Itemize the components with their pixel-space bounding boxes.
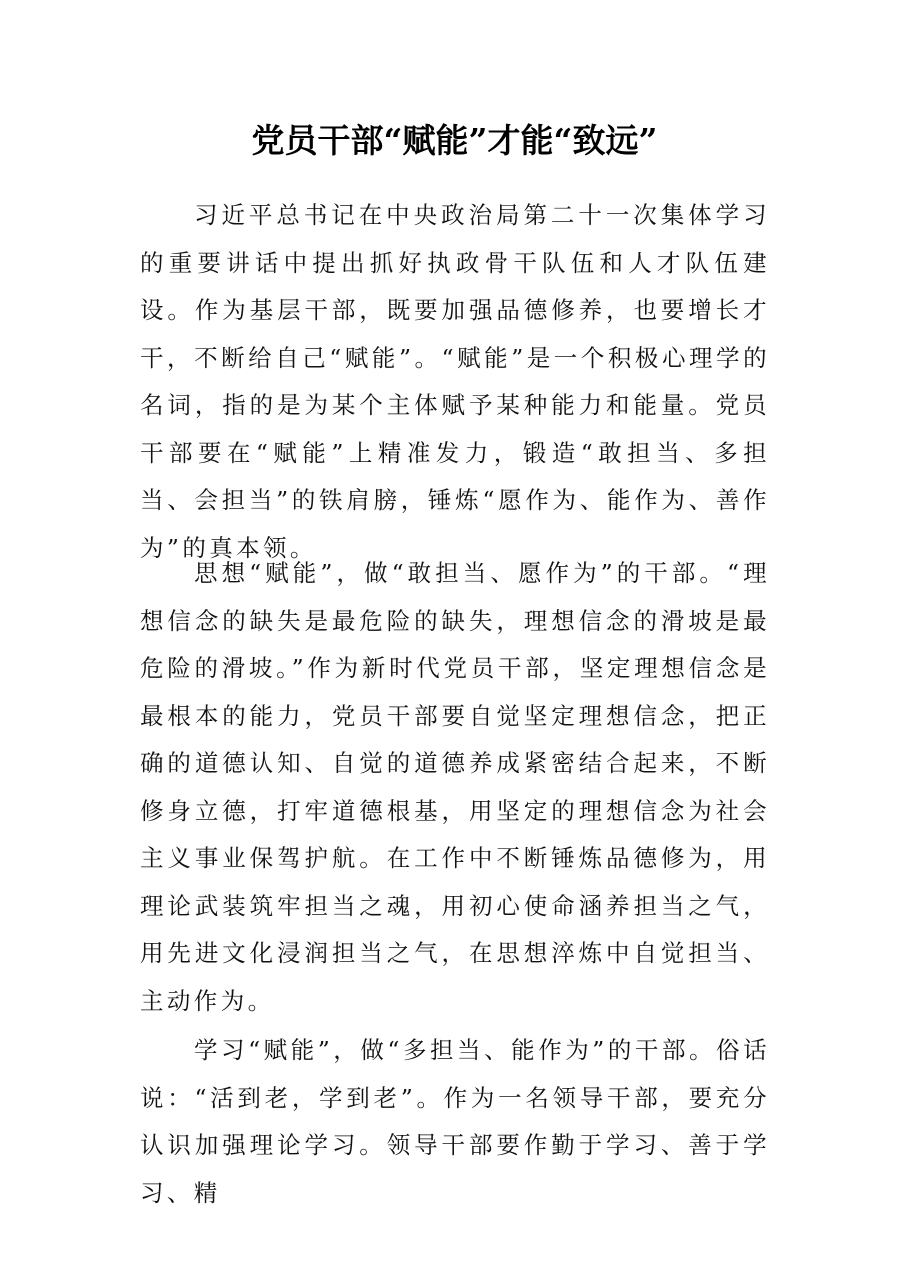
document-title: 党员干部“赋能”才能“致远” — [251, 121, 658, 160]
paragraph-1: 习近平总书记在中央政治局第二十一次集体学习的重要讲话中提出抓好执政骨干队伍和人才队伍建设。作为基层干部，既要加强品德修养，也要增长才干，不断给自己“赋能”。“赋能”是一个积极心理学的名词，指的是为某个主体赋予某种能力和能量。党员干部要在“赋能”上精准发力，锻造“敢担当、多担当、会担当”的铁肩膀，锤炼“愿作为、能作为、善作为”的真本领。 — [140, 201, 770, 562]
paragraph-2: 思想“赋能”，做“敢担当、愿作为”的干部。“理想信念的缺失是最危险的缺失，理想信念的滑坡是最危险的滑坡。”作为新时代党员干部，坚定理想信念是最根本的能力，党员干部要自觉坚定理想信念，把正确的道德认知、自觉的道德养成紧密结合起来，不断修身立德，打牢道德根基，用坚定的理想信念为社会主义事业保驾护航。在工作中不断锤炼品德修为，用理论武装筑牢担当之魂，用初心使命涵养担当之气，用先进文化浸润担当之气，在思想淬炼中自觉担当、主动作为。 — [140, 559, 770, 1015]
paragraph-3: 学习“赋能”，做“多担当、能作为”的干部。俗话说：“活到老，学到老”。作为一名领导干部，要充分认识加强理论学习。领导干部要作勤于学习、善于学习、精 — [140, 1036, 770, 1207]
